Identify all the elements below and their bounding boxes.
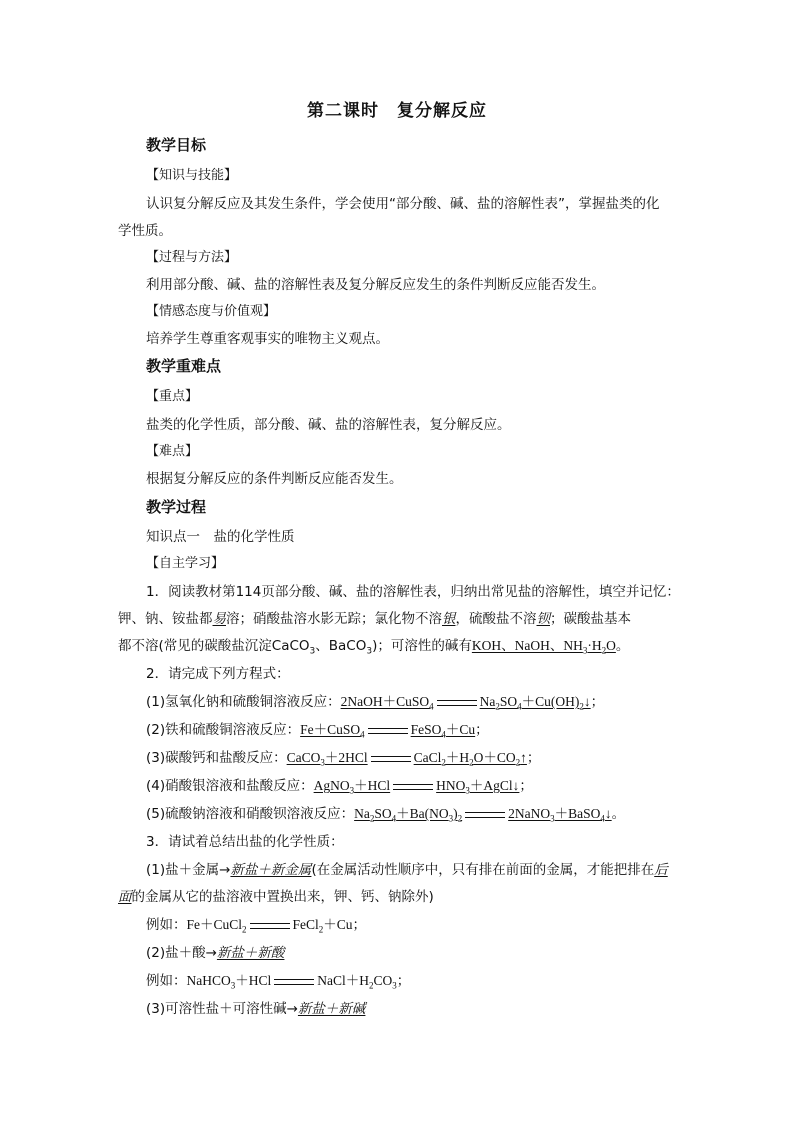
answer-blank: 后	[654, 862, 668, 878]
text-seg: O	[606, 638, 616, 653]
answer-equation: 2NaOH＋CuSO$_4$ $Na_2SO_4+Cu(OH)_2↓$	[340, 694, 591, 712]
bracket-knowledge: 【知识与技能】	[146, 168, 238, 183]
answer-blank: 银	[442, 611, 456, 627]
answer-equation: CaCO$_3$＋2HCl $CaCl_2+H_2O+CO_2↑$	[286, 750, 527, 768]
text-seg: ；	[519, 778, 533, 794]
text-seg: 钾、钠、铵盐都	[118, 611, 213, 627]
text-seg: ；碳酸盐基本	[550, 611, 631, 627]
text-seg: 。	[611, 806, 626, 822]
bracket-key: 【重点】	[146, 389, 199, 404]
q2-head: 2．请完成下列方程式：	[146, 666, 290, 682]
answer-equation: AgNO$_3$＋HCl $HNO_3+AgCl↓$	[313, 778, 520, 796]
q1-line-2	[118, 607, 631, 627]
q3-prop-1	[146, 858, 668, 878]
text-seg: 都不溶(常见的碳酸盐沉淀CaCO	[118, 638, 310, 654]
q1-line-3: 都不溶(常见的碳酸盐沉淀CaCO$_3$、BaCO$_3$)；可溶性的碱有KOH、NaOH、$NH_3\cdot H_2O$。	[118, 638, 630, 657]
knowledge-text-2: 学性质。	[118, 223, 172, 239]
text-seg: 例如：	[146, 917, 187, 933]
text-seg: (在金属活动性顺序中，只有排在前面的金属，才能把排在	[311, 862, 655, 878]
text-seg: ，硫酸盐不溶	[455, 611, 537, 627]
q3-prop-2	[146, 941, 284, 961]
text-seg: 的金属从它的盐溶液中置换出来，钾、钙、钠除外)	[131, 889, 434, 905]
text-seg: (5)硫酸钠溶液和硝酸钡溶液反应：	[146, 806, 355, 822]
q3-head: 3．请试着总结出盐的化学性质：	[146, 834, 344, 850]
bracket-difficult: 【难点】	[146, 444, 199, 459]
emotion-text: 培养学生尊重客观事实的唯物主义观点。	[146, 331, 389, 347]
text-seg: ；	[475, 722, 489, 738]
text-seg: ；	[590, 694, 605, 710]
section-goals: 教学目标	[146, 136, 207, 154]
answer-equation: Fe＋CuSO$_4$ FeSO$_4$＋Cu	[300, 722, 476, 740]
equation-5	[146, 802, 625, 824]
bracket-self-study: 【自主学习】	[146, 556, 225, 571]
knowledge-point-1: 知识点一 盐的化学性质	[146, 529, 295, 545]
text-seg: 、BaCO	[315, 638, 367, 654]
method-text: 利用部分酸、碱、盐的溶解性表及复分解反应发生的条件判断反应能否发生。	[146, 277, 605, 293]
example-2	[146, 969, 410, 991]
answer-blank: 钡	[536, 611, 550, 627]
answer-blank: 新盐＋新金属	[230, 862, 312, 878]
text-seg: 溶；硝酸盐溶水影无踪；氯化物不溶	[226, 611, 442, 627]
text-seg: ；	[352, 917, 367, 933]
example-equation: NaHCO$_3$＋HCl $NaCl+H_2CO_3$	[186, 973, 397, 991]
answer-bases: KOH、NaOH、$NH_3\cdot H_2O$	[471, 638, 616, 656]
text-seg: ；	[526, 750, 541, 766]
equation-4	[146, 774, 533, 796]
key-text: 盐类的化学性质，部分酸、碱、盐的溶解性表，复分解反应。	[146, 417, 511, 433]
text-seg: (1)氢氧化钠和硫酸铜溶液反应：	[146, 694, 341, 710]
answer-blank: 面	[118, 889, 132, 905]
text-seg: 。	[615, 638, 630, 654]
section-process: 教学过程	[146, 498, 207, 516]
bracket-method: 【过程与方法】	[146, 250, 238, 265]
text-seg: ·H	[587, 638, 602, 653]
text-seg: 例如：	[146, 973, 187, 989]
text-seg: )；可溶性的碱有	[372, 638, 472, 654]
text-seg: (3)可溶性盐＋可溶性碱→	[146, 1001, 298, 1017]
equation-3	[146, 746, 540, 768]
section-key-difficult: 教学重难点	[146, 357, 222, 375]
text-seg: (2)铁和硫酸铜溶液反应：	[146, 722, 301, 738]
difficult-text: 根据复分解反应的条件判断反应能否发生。	[146, 471, 403, 487]
page-title: 第二课时 复分解反应	[307, 101, 487, 121]
text-seg: (1)盐＋金属→	[146, 862, 231, 878]
answer-blank: 易	[212, 611, 226, 627]
answer-equation: $Na_2SO_4+Ba(NO_3)_2$ 2NaNO$_3$＋BaSO$_4$↓	[354, 806, 612, 824]
q1-line-1: 1．阅读教材第114页部分酸、碱、盐的溶解性表，归纳出常见盐的溶解性，填空并记忆：	[146, 584, 680, 600]
text-seg: (2)盐＋酸→	[146, 945, 217, 961]
q3-prop-3	[146, 997, 365, 1017]
text-seg: ；	[396, 973, 411, 989]
equation-1	[146, 690, 604, 712]
example-equation: Fe＋CuCl$_2$ FeCl$_2$＋Cu	[186, 917, 353, 935]
knowledge-text-1: 认识复分解反应及其发生条件，学会使用“部分酸、碱、盐的溶解性表”，掌握盐类的化	[146, 196, 660, 212]
bracket-emotion: 【情感态度与价值观】	[146, 304, 277, 319]
text-seg: (4)硝酸银溶液和盐酸反应：	[146, 778, 314, 794]
text-seg: (3)碳酸钙和盐酸反应：	[146, 750, 287, 766]
example-1	[146, 913, 366, 935]
equation-2	[146, 718, 489, 740]
answer-blank: 新盐＋新碱	[297, 1001, 366, 1017]
q3-prop-1-cont	[118, 885, 434, 905]
text-seg: KOH、NaOH、NH	[471, 638, 583, 653]
answer-blank: 新盐＋新酸	[216, 945, 285, 961]
